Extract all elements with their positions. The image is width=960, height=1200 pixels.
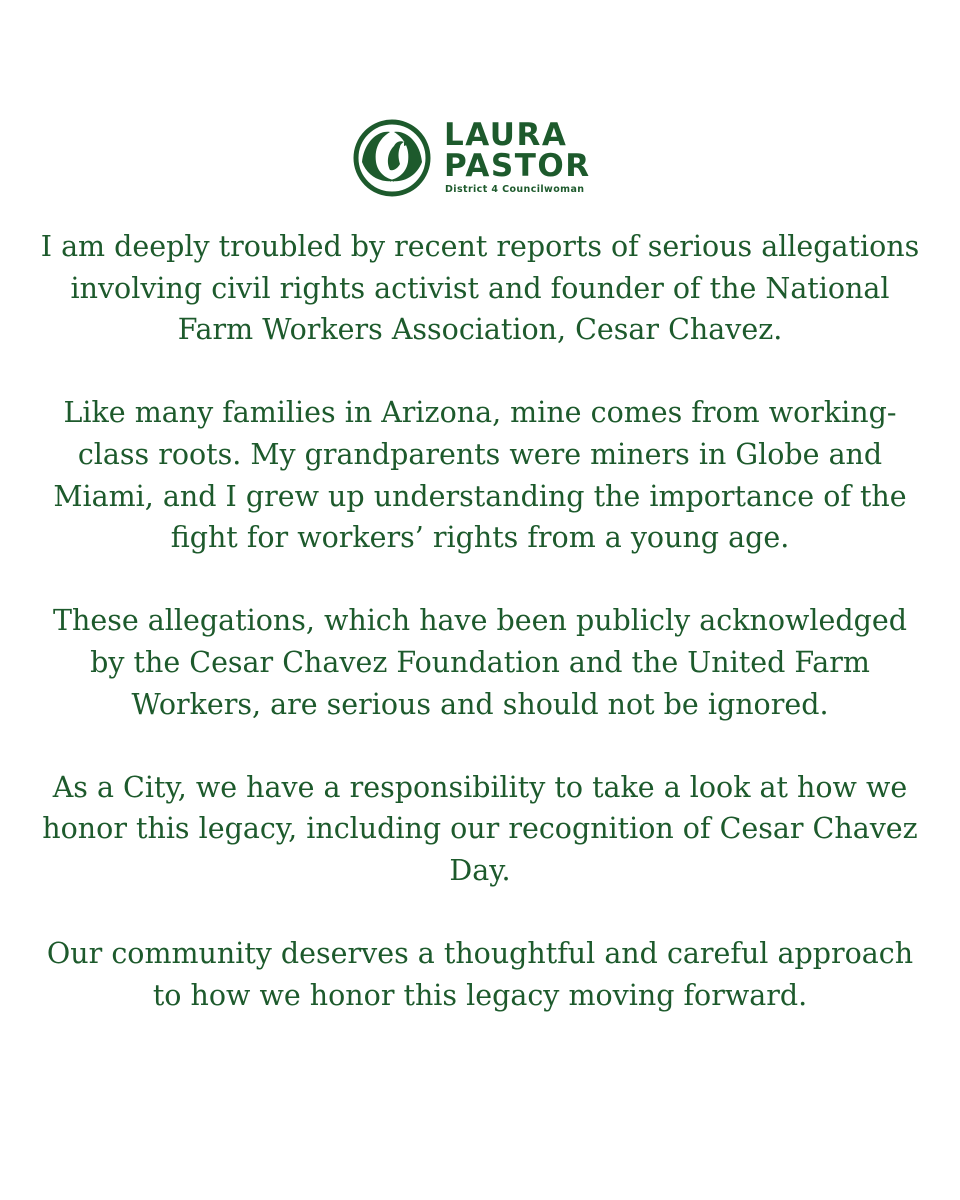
logo-wordmark	[444, 117, 614, 196]
statement-paragraph: As a City, we have a responsibility to take a look at how we honor this legacy, including our recognition of Cesar Chavez Day.	[42, 770, 918, 887]
statement-paragraph: These allegations, which have been publicly acknowledged by the Cesar Chavez Foundation and the United Farm Workers, are serious and should not be ignored.	[53, 604, 907, 721]
logo-subtitle: District 4 Councilwoman	[445, 184, 585, 195]
statement-paragraph: I am deeply troubled by recent reports of serious allegations involving civil rights activist and founder of the National Farm Workers Association, Cesar Chavez.	[40, 230, 920, 347]
statement-paragraph: Our community deserves a thoughtful and careful approach to how we honor this legacy moving forward.	[46, 937, 914, 1012]
statement-paragraph: Like many families in Arizona, mine comes from working-class roots. My grandparents were miners in Globe and Miami, and I grew up understanding the importance of the fight for workers’ rights from a young age.	[53, 396, 907, 555]
logo-name-last: PASTOR	[444, 148, 591, 184]
logo	[352, 118, 614, 200]
logo-name-first: LAURA	[444, 117, 568, 153]
statement-body	[40, 226, 920, 1016]
phoenix-bird-icon	[352, 118, 432, 198]
